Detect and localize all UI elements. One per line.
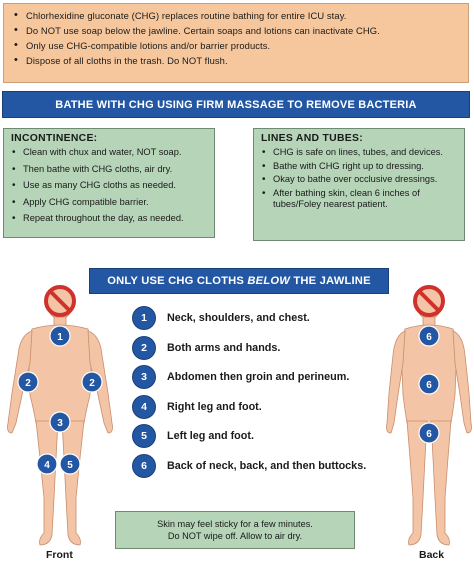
jawline-banner-emphasis: BELOW	[247, 275, 291, 287]
step-number: 4	[133, 396, 155, 418]
front-caption: Front	[46, 549, 73, 561]
back-marker-label: 6	[426, 429, 432, 440]
step-text: Abdomen then groin and perineum.	[167, 371, 350, 383]
front-marker-label: 5	[67, 460, 73, 471]
step-item	[133, 455, 393, 477]
back-marker-label: 6	[426, 380, 432, 391]
lines-tubes-heading: LINES AND TUBES:	[261, 133, 363, 144]
step-text: Both arms and hands.	[167, 341, 281, 354]
lines-tubes-box	[253, 128, 465, 241]
front-marker-1	[50, 326, 70, 346]
front-body-figure	[0, 283, 120, 553]
cleansing-steps	[133, 307, 393, 484]
incontinence-box	[3, 128, 215, 238]
key-point: • Dispose of all cloths in the trash. Do NOT flush.	[12, 53, 460, 68]
bathing-banner: BATHE WITH CHG USING FIRM MASSAGE TO REMOVE BACTERIA	[3, 92, 469, 117]
note-line: Do NOT wipe off. Allow to air dry.	[167, 531, 303, 541]
step-text: Neck, shoulders, and chest.	[167, 312, 310, 324]
incontinence-heading: INCONTINENCE:	[11, 133, 98, 144]
note-line: Skin may feel sticky for a few minutes.	[157, 519, 313, 529]
incontinence-item: • Use as many CHG cloths as needed.	[11, 180, 207, 192]
step-item	[133, 396, 393, 418]
jawline-banner	[90, 269, 388, 293]
step-text: Right leg and foot.	[167, 400, 262, 413]
back-marker-6-back	[419, 374, 439, 394]
step-text: Left leg and foot.	[167, 430, 254, 442]
step-item	[133, 307, 393, 329]
key-points-list	[12, 8, 460, 68]
lines-tubes-list	[261, 147, 457, 211]
incontinence-item: • Clean with chux and water, NOT soap.	[11, 147, 207, 159]
incontinence-item: • Apply CHG compatible barrier.	[11, 197, 207, 209]
front-marker-label: 1	[57, 332, 63, 343]
jawline-banner-prefix: ONLY USE CHG CLOTHS	[107, 275, 248, 287]
back-caption: Back	[419, 549, 445, 561]
key-points-box	[3, 3, 469, 83]
incontinence-item: • Repeat throughout the day, as needed.	[11, 213, 207, 225]
lines-tubes-item: • After bathing skin, clean 6 inches of tubes/Foley nearest patient.	[261, 188, 457, 211]
front-marker-label: 4	[44, 460, 50, 471]
step-item	[133, 337, 393, 359]
step-number: 3	[133, 366, 155, 388]
step-item	[133, 425, 393, 447]
step-item	[133, 366, 393, 388]
front-marker-2-right	[82, 372, 102, 392]
step-number: 6	[133, 455, 155, 477]
incontinence-list	[11, 147, 207, 225]
lines-tubes-item: • Bathe with CHG right up to dressing.	[261, 161, 457, 173]
front-marker-label: 3	[57, 418, 63, 429]
lines-tubes-item: • CHG is safe on lines, tubes, and devices.	[261, 147, 457, 159]
front-marker-3	[50, 412, 70, 432]
key-point: • Chlorhexidine gluconate (CHG) replaces routine bathing for entire ICU stay.	[12, 8, 460, 23]
back-marker-6-buttocks	[419, 423, 439, 443]
step-number: 5	[133, 425, 155, 447]
front-marker-5	[60, 454, 80, 474]
step-text: Back of neck, back, and then buttocks.	[167, 459, 367, 472]
front-marker-2-left	[18, 372, 38, 392]
back-marker-label: 6	[426, 332, 432, 343]
key-point: • Do NOT use soap below the jawline. Certain soaps and lotions can inactivate CHG.	[12, 23, 460, 38]
front-marker-label: 2	[89, 378, 95, 389]
air-dry-note	[115, 511, 355, 549]
lines-tubes-item: • Okay to bathe over occlusive dressings.	[261, 174, 457, 186]
key-point: • Only use CHG-compatible lotions and/or barrier products.	[12, 38, 460, 53]
step-number: 2	[133, 337, 155, 359]
front-marker-label: 2	[25, 378, 31, 389]
jawline-banner-suffix: THE JAWLINE	[290, 275, 371, 287]
incontinence-item: • Then bathe with CHG cloths, air dry.	[11, 164, 207, 176]
back-body-figure	[385, 283, 474, 553]
back-marker-6-neck	[419, 326, 439, 346]
step-number: 1	[133, 307, 155, 329]
front-marker-4	[37, 454, 57, 474]
